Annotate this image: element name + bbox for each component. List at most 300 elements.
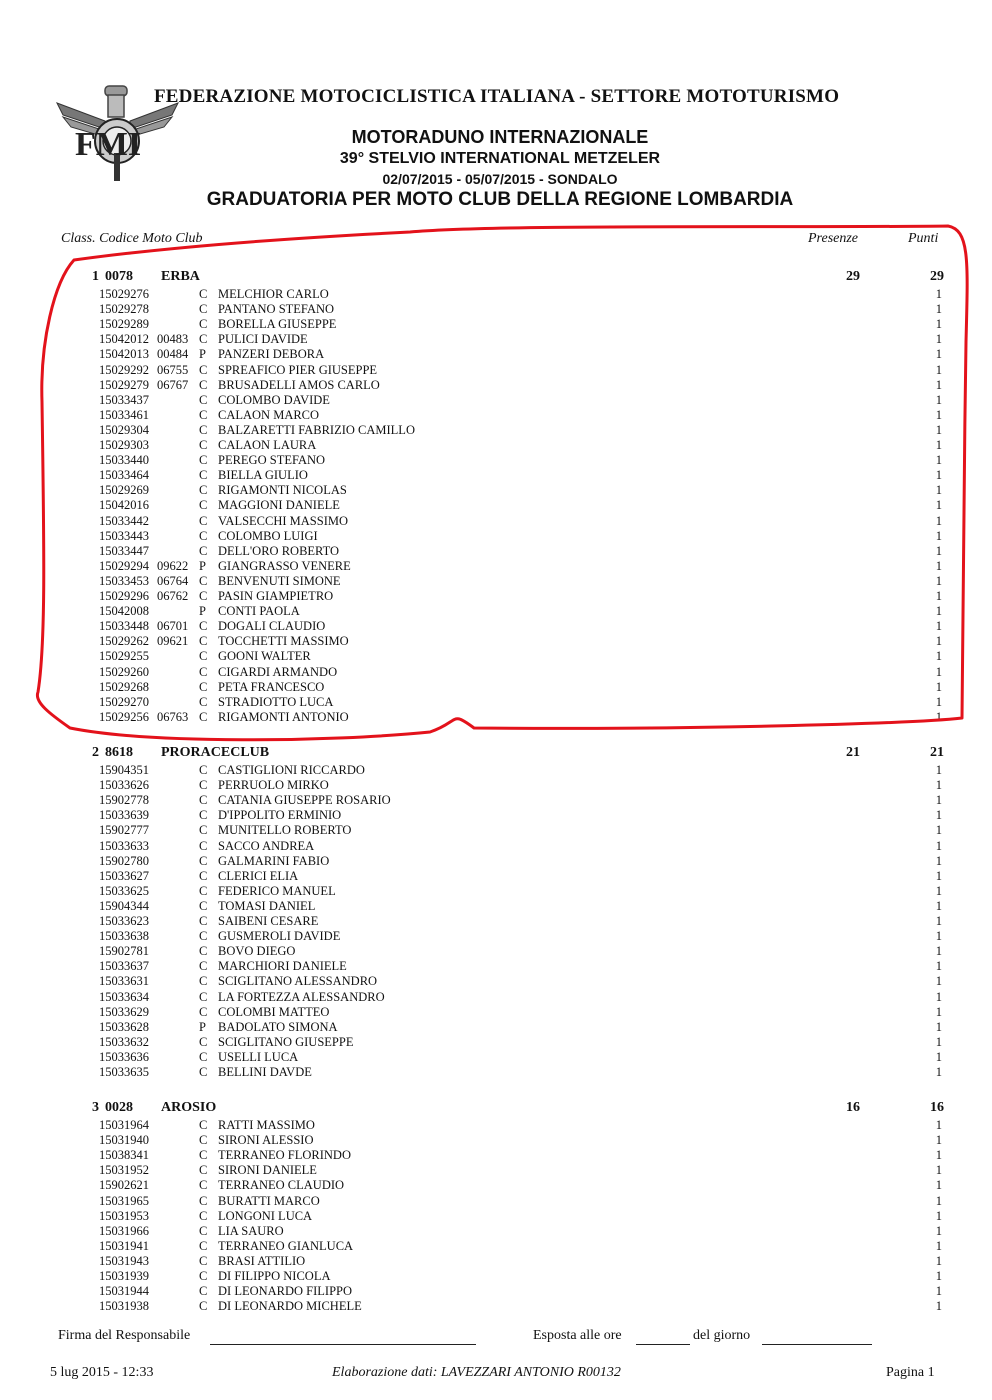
member-row	[0, 959, 992, 974]
member-name: LONGONI LUCA	[218, 1208, 313, 1223]
member-type: C	[199, 1133, 208, 1148]
member-name: BADOLATO SIMONA	[218, 1019, 338, 1034]
member-card-number: 15031944	[99, 1284, 149, 1299]
member-name: LIA SAURO	[218, 1223, 284, 1238]
member-type: C	[199, 1148, 208, 1163]
member-card-number: 15033623	[99, 914, 149, 928]
member-type: C	[199, 1223, 208, 1238]
member-card-number: 15029255	[99, 649, 149, 664]
member-name: CALAON MARCO	[218, 407, 320, 422]
member-type: C	[199, 1178, 208, 1193]
member-card-number: 15902781	[99, 944, 149, 959]
member-name: PANZERI DEBORA	[218, 347, 325, 362]
member-points: 1	[935, 573, 942, 588]
member-card-number: 15033631	[99, 974, 149, 989]
member-code: 06767	[157, 377, 189, 392]
member-type: C	[199, 664, 208, 679]
member-name: BALZARETTI FABRIZIO CAMILLO	[218, 422, 415, 437]
member-points: 1	[935, 1253, 942, 1268]
member-type: C	[199, 362, 208, 377]
member-type: C	[199, 422, 208, 437]
member-card-number: 15033461	[99, 407, 149, 422]
member-points: 1	[935, 1049, 942, 1064]
member-card-number: 15902777	[99, 823, 149, 838]
member-points: 1	[935, 543, 942, 558]
member-points: 1	[935, 1284, 942, 1299]
member-name: CONTI PAOLA	[218, 604, 300, 619]
member-name: VALSECCHI MASSIMO	[218, 513, 349, 528]
member-points: 1	[935, 883, 942, 898]
member-card-number: 15033453	[99, 573, 149, 588]
member-points: 1	[935, 649, 942, 664]
member-points: 1	[935, 793, 942, 808]
member-card-number: 15033637	[99, 959, 149, 974]
member-card-number: 15029256	[99, 709, 149, 724]
member-type: C	[199, 589, 208, 603]
member-name: BOVO DIEGO	[218, 944, 296, 959]
member-name: TOMASI DANIEL	[218, 898, 316, 913]
member-name: BENVENUTI SIMONE	[218, 573, 341, 588]
member-points: 1	[935, 377, 942, 392]
processing-credit: Elaborazione dati: LAVEZZARI ANTONIO R00132	[332, 1365, 621, 1380]
ranking-title: GRADUATORIA PER MOTO CLUB DELLA REGIONE LOMBARDIA	[206, 189, 794, 210]
posted-time-line	[636, 1344, 690, 1345]
member-card-number: 15033443	[99, 528, 149, 543]
member-card-number: 15033464	[99, 468, 149, 483]
member-name: SIRONI DANIELE	[218, 1163, 317, 1178]
member-type: C	[199, 619, 208, 634]
page-number: Pagina 1	[886, 1365, 935, 1380]
member-name: SIRONI ALESSIO	[218, 1133, 314, 1148]
member-name: GUSMEROLI DAVIDE	[218, 929, 341, 944]
club-name: AROSIO	[161, 1100, 217, 1115]
member-row	[0, 1269, 992, 1284]
member-type: C	[199, 1253, 208, 1268]
member-points: 1	[935, 1178, 942, 1193]
member-type: C	[199, 793, 208, 808]
club-punti: 29	[930, 269, 944, 284]
member-card-number: 15033632	[99, 1034, 149, 1049]
member-points: 1	[935, 1019, 942, 1034]
member-points: 1	[935, 763, 942, 777]
member-type: P	[199, 347, 206, 362]
member-code: 06762	[157, 589, 189, 603]
member-name: DI LEONARDO MICHELE	[218, 1299, 362, 1314]
member-points: 1	[935, 1004, 942, 1019]
member-points: 1	[935, 1065, 942, 1079]
member-points: 1	[935, 1163, 942, 1178]
member-name: TERRANEO GIANLUCA	[218, 1238, 354, 1253]
member-type: C	[199, 1065, 208, 1079]
member-points: 1	[935, 1133, 942, 1148]
member-card-number: 15029303	[99, 438, 149, 452]
member-points: 1	[935, 868, 942, 883]
member-card-number: 15031939	[99, 1269, 149, 1283]
member-name: PEREGO STEFANO	[218, 453, 326, 468]
member-card-number: 15031938	[99, 1299, 149, 1314]
member-card-number: 15033627	[99, 868, 149, 883]
member-name: D'IPPOLITO ERMINIO	[218, 808, 342, 823]
member-type: C	[199, 679, 208, 694]
member-card-number: 15033635	[99, 1065, 149, 1079]
member-card-number: 15033437	[99, 392, 149, 407]
member-card-number: 15033626	[99, 778, 149, 793]
club-row	[0, 745, 992, 761]
member-points: 1	[935, 974, 942, 989]
member-type: C	[199, 1034, 208, 1049]
member-name: PULICI DAVIDE	[218, 332, 308, 347]
member-card-number: 15031940	[99, 1133, 149, 1148]
club-presenze: 16	[846, 1100, 860, 1115]
member-row	[0, 808, 992, 823]
member-row	[0, 1254, 992, 1269]
posted-day-label: del giorno	[693, 1328, 751, 1343]
member-row	[0, 1035, 992, 1050]
member-points: 1	[935, 679, 942, 694]
member-type: C	[199, 883, 208, 898]
member-points: 1	[935, 362, 942, 377]
member-card-number: 15031965	[99, 1193, 149, 1208]
logo-lettering: FMI	[75, 126, 142, 163]
member-name: DI LEONARDO FILIPPO	[218, 1284, 353, 1299]
member-points: 1	[935, 528, 942, 543]
member-type: C	[199, 392, 208, 407]
member-row	[0, 990, 992, 1005]
member-code: 06701	[157, 619, 189, 634]
member-type: C	[199, 1299, 208, 1314]
club-code: 0078	[105, 269, 133, 284]
club-name: ERBA	[161, 269, 200, 284]
member-name: CLERICI ELIA	[218, 868, 299, 883]
member-card-number: 15029260	[99, 664, 149, 679]
member-name: SPREAFICO PIER GIUSEPPE	[218, 362, 378, 377]
member-type: C	[199, 468, 208, 483]
member-points: 1	[935, 483, 942, 498]
club-rank: 3	[92, 1100, 99, 1115]
member-type: C	[199, 483, 208, 498]
member-row	[0, 1065, 992, 1080]
member-points: 1	[935, 1118, 942, 1132]
member-row	[0, 1148, 992, 1163]
member-name: COLOMBI MATTEO	[218, 1004, 330, 1019]
column-header-club: Class. Codice Moto Club	[61, 231, 203, 246]
member-points: 1	[935, 453, 942, 468]
member-name: SCIGLITANO ALESSANDRO	[218, 974, 378, 989]
member-points: 1	[935, 694, 942, 709]
club-code: 8618	[105, 745, 133, 760]
member-name: CASTIGLIONI RICCARDO	[218, 763, 365, 777]
member-points: 1	[935, 1034, 942, 1049]
member-card-number: 15029292	[99, 362, 149, 377]
member-name: SAIBENI CESARE	[218, 914, 319, 928]
member-type: C	[199, 513, 208, 528]
member-points: 1	[935, 778, 942, 793]
member-card-number: 15029304	[99, 422, 149, 437]
member-card-number: 15029296	[99, 589, 149, 603]
member-name: COLOMBO LUIGI	[218, 528, 318, 543]
member-points: 1	[935, 392, 942, 407]
member-card-number: 15033440	[99, 453, 149, 468]
member-type: C	[199, 1163, 208, 1178]
member-name: BELLINI DAVDE	[218, 1065, 312, 1079]
member-row	[0, 1178, 992, 1193]
member-name: FEDERICO MANUEL	[218, 883, 336, 898]
member-name: TERRANEO CLAUDIO	[218, 1178, 345, 1193]
member-points: 1	[935, 1238, 942, 1253]
member-points: 1	[935, 929, 942, 944]
member-card-number: 15029262	[99, 634, 149, 649]
member-card-number: 15033633	[99, 838, 149, 853]
member-card-number: 15031952	[99, 1163, 149, 1178]
member-name: CATANIA GIUSEPPE ROSARIO	[218, 793, 391, 808]
member-row	[0, 854, 992, 869]
club-row	[0, 1100, 992, 1116]
member-code: 09622	[157, 558, 189, 573]
club-name: PRORACECLUB	[161, 745, 270, 760]
member-type: C	[199, 543, 208, 558]
member-type: C	[199, 1049, 208, 1064]
member-row	[0, 1133, 992, 1148]
member-type: C	[199, 959, 208, 974]
member-name: COLOMBO DAVIDE	[218, 392, 330, 407]
member-points: 1	[935, 989, 942, 1004]
member-row	[0, 823, 992, 838]
member-row	[0, 1284, 992, 1299]
member-card-number: 15029278	[99, 302, 149, 317]
member-name: SCIGLITANO GIUSEPPE	[218, 1034, 354, 1049]
member-points: 1	[935, 823, 942, 838]
member-card-number: 15042008	[99, 604, 149, 619]
club-rank: 2	[92, 745, 99, 760]
member-points: 1	[935, 438, 942, 452]
member-code: 06764	[157, 573, 189, 588]
member-code: 00484	[157, 347, 189, 362]
member-type: C	[199, 1284, 208, 1299]
member-points: 1	[935, 853, 942, 868]
member-card-number: 15042016	[99, 498, 149, 513]
member-type: C	[199, 823, 208, 838]
member-type: C	[199, 1208, 208, 1223]
member-points: 1	[935, 1208, 942, 1223]
member-card-number: 15029289	[99, 317, 149, 332]
member-type: C	[199, 332, 208, 347]
member-card-number: 15033625	[99, 883, 149, 898]
member-code: 00483	[157, 332, 189, 347]
member-card-number: 15033628	[99, 1019, 149, 1034]
member-type: C	[199, 808, 208, 823]
member-points: 1	[935, 302, 942, 317]
member-row	[0, 793, 992, 808]
member-row	[0, 899, 992, 914]
column-header-presenze: Presenze	[808, 231, 859, 246]
member-type: C	[199, 407, 208, 422]
member-name: BIELLA GIULIO	[218, 468, 308, 483]
member-row	[0, 1239, 992, 1254]
member-card-number: 15031964	[99, 1118, 149, 1132]
member-name: MAGGIONI DANIELE	[218, 498, 340, 513]
club-rank: 1	[92, 269, 99, 284]
member-type: C	[199, 898, 208, 913]
member-points: 1	[935, 709, 942, 724]
member-card-number: 15042012	[99, 332, 149, 347]
member-type: C	[199, 1269, 208, 1283]
member-name: GIANGRASSO VENERE	[218, 558, 351, 573]
member-card-number: 15033639	[99, 808, 149, 823]
member-points: 1	[935, 287, 942, 301]
member-points: 1	[935, 498, 942, 513]
member-row	[0, 839, 992, 854]
member-row	[0, 778, 992, 793]
member-card-number: 15904344	[99, 898, 149, 913]
member-name: PERRUOLO MIRKO	[218, 778, 329, 793]
member-points: 1	[935, 944, 942, 959]
member-card-number: 15033638	[99, 929, 149, 944]
member-name: STRADIOTTO LUCA	[218, 694, 334, 709]
member-name: PANTANO STEFANO	[218, 302, 335, 317]
member-card-number: 15902621	[99, 1178, 149, 1193]
member-name: TOCCHETTI MASSIMO	[218, 634, 349, 649]
member-points: 1	[935, 422, 942, 437]
member-card-number: 15029269	[99, 483, 149, 498]
red-annotation-outline	[30, 222, 976, 742]
member-name: BRASI ATTILIO	[218, 1253, 306, 1268]
member-name: LA FORTEZZA ALESSANDRO	[218, 989, 385, 1004]
member-type: C	[199, 317, 208, 332]
member-points: 1	[935, 664, 942, 679]
member-card-number: 15029270	[99, 694, 149, 709]
member-card-number: 15902780	[99, 853, 149, 868]
member-points: 1	[935, 513, 942, 528]
member-type: C	[199, 1118, 208, 1132]
member-type: C	[199, 838, 208, 853]
member-name: RIGAMONTI ANTONIO	[218, 709, 349, 724]
member-row	[0, 884, 992, 899]
member-name: GOONI WALTER	[218, 649, 311, 664]
member-name: BORELLA GIUSEPPE	[218, 317, 337, 332]
print-timestamp: 5 lug 2015 - 12:33	[50, 1365, 154, 1380]
member-name: PASIN GIAMPIETRO	[218, 589, 334, 603]
member-type: C	[199, 914, 208, 928]
event-dates: 02/07/2015 - 05/07/2015 - SONDALO	[382, 171, 618, 187]
member-points: 1	[935, 1148, 942, 1163]
member-row	[0, 1050, 992, 1065]
member-type: C	[199, 763, 208, 777]
posted-day-line	[762, 1344, 872, 1345]
member-type: P	[199, 604, 206, 619]
member-type: C	[199, 944, 208, 959]
event-name: 39° STELVIO INTERNATIONAL METZELER	[339, 150, 661, 167]
member-row	[0, 1005, 992, 1020]
member-name: DI FILIPPO NICOLA	[218, 1269, 331, 1283]
member-card-number: 15042013	[99, 347, 149, 362]
member-card-number: 15029279	[99, 377, 149, 392]
member-card-number: 15033442	[99, 513, 149, 528]
member-type: C	[199, 853, 208, 868]
column-header-punti: Punti	[908, 231, 939, 246]
member-card-number: 15031941	[99, 1238, 149, 1253]
member-name: MUNITELLO ROBERTO	[218, 823, 352, 838]
member-row	[0, 1163, 992, 1178]
event-title: MOTORADUNO INTERNAZIONALE	[351, 127, 649, 147]
member-name: GALMARINI FABIO	[218, 853, 330, 868]
member-code: 06763	[157, 709, 189, 724]
member-points: 1	[935, 589, 942, 603]
member-card-number: 15033629	[99, 1004, 149, 1019]
member-type: P	[199, 558, 206, 573]
member-row	[0, 1299, 992, 1314]
member-points: 1	[935, 1299, 942, 1314]
member-row	[0, 1118, 992, 1133]
member-card-number: 15029268	[99, 679, 149, 694]
member-row	[0, 944, 992, 959]
member-name: SACCO ANDREA	[218, 838, 315, 853]
club-presenze: 21	[846, 745, 860, 760]
member-type: P	[199, 1019, 206, 1034]
member-points: 1	[935, 558, 942, 573]
member-type: C	[199, 634, 208, 649]
federation-title: FEDERAZIONE MOTOCICLISTICA ITALIANA - SETTORE MOTOTURISMO	[154, 86, 840, 107]
signature-line	[210, 1344, 476, 1345]
member-row	[0, 1209, 992, 1224]
club-presenze: 29	[846, 269, 860, 284]
posted-time-label: Esposta alle ore	[533, 1328, 622, 1343]
member-points: 1	[935, 959, 942, 974]
member-type: C	[199, 453, 208, 468]
member-type: C	[199, 528, 208, 543]
member-name: BURATTI MARCO	[218, 1193, 320, 1208]
member-code: 06755	[157, 362, 189, 377]
club-code: 0028	[105, 1100, 133, 1115]
member-name: USELLI LUCA	[218, 1049, 299, 1064]
club-punti: 16	[930, 1100, 944, 1115]
member-points: 1	[935, 1269, 942, 1283]
member-card-number: 15029294	[99, 558, 149, 573]
member-name: CIGARDI ARMANDO	[218, 664, 338, 679]
member-row	[0, 1194, 992, 1209]
member-card-number: 15031953	[99, 1208, 149, 1223]
member-card-number: 15904351	[99, 763, 149, 777]
member-card-number: 15038341	[99, 1148, 149, 1163]
member-card-number: 15033634	[99, 989, 149, 1004]
member-card-number: 15033447	[99, 543, 149, 558]
member-row	[0, 763, 992, 778]
member-type: C	[199, 438, 208, 452]
member-points: 1	[935, 468, 942, 483]
member-type: C	[199, 709, 208, 724]
member-name: MELCHIOR CARLO	[218, 287, 329, 301]
member-row	[0, 914, 992, 929]
member-type: C	[199, 649, 208, 664]
member-card-number: 15031966	[99, 1223, 149, 1238]
member-row	[0, 929, 992, 944]
member-type: C	[199, 498, 208, 513]
member-points: 1	[935, 619, 942, 634]
member-type: C	[199, 929, 208, 944]
member-points: 1	[935, 407, 942, 422]
member-points: 1	[935, 317, 942, 332]
member-name: BRUSADELLI AMOS CARLO	[218, 377, 380, 392]
member-card-number: 15031943	[99, 1253, 149, 1268]
member-name: DOGALI CLAUDIO	[218, 619, 326, 634]
member-type: C	[199, 1004, 208, 1019]
member-points: 1	[935, 347, 942, 362]
member-card-number: 15033448	[99, 619, 149, 634]
member-card-number: 15033636	[99, 1049, 149, 1064]
member-name: RATTI MASSIMO	[218, 1118, 315, 1132]
member-name: TERRANEO FLORINDO	[218, 1148, 351, 1163]
member-points: 1	[935, 838, 942, 853]
member-name: DELL'ORO ROBERTO	[218, 543, 340, 558]
